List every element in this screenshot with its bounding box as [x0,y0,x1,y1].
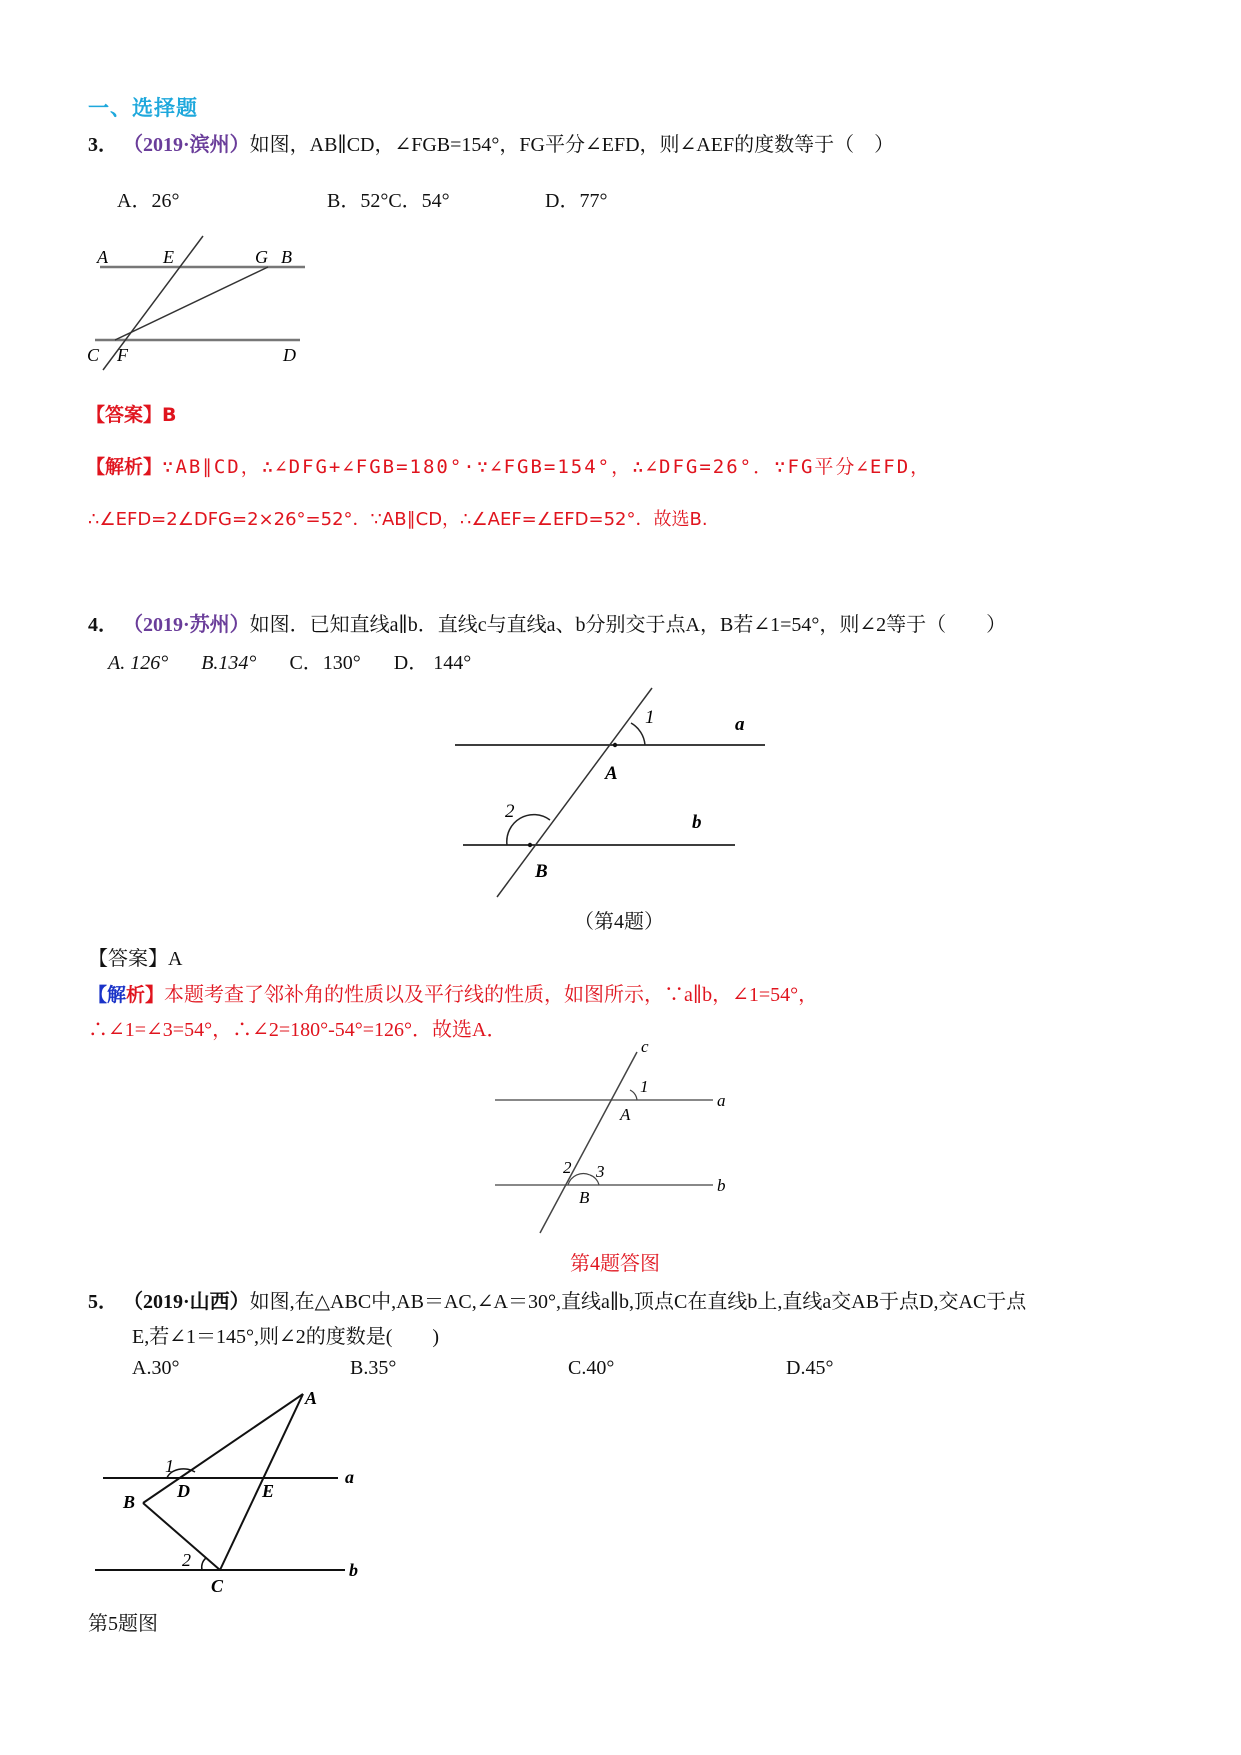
question-4-figure [455,685,775,905]
option-b-c: B．52°C．54° [327,190,450,212]
question-3-answer [86,400,177,427]
answer-label: 【答案】 [88,948,168,970]
option-c: C.40° [568,1357,615,1379]
label-G: G [255,247,268,267]
question-stem: 如图,在△ABC中,AB＝AC,∠A＝30°,直线a∥b,顶点C在直线b上,直线a交AB于点D,交AC于点 [249,1291,1027,1313]
label-angle-1: 1 [165,1456,174,1476]
question-4-stem-line [88,608,1006,637]
option-a: A.30° [132,1357,180,1379]
label-line-b: b [349,1560,358,1580]
option-a: A．26° [117,190,180,212]
label-F: F [117,345,128,365]
label-point-E: E [262,1481,275,1501]
analysis-label: 【解析】 [86,456,163,478]
label-line-c: c [641,1037,649,1056]
option-b: B.134° [201,652,257,674]
label-angle-1: 1 [645,707,655,728]
label-line-b: b [692,812,702,833]
label-D: D [283,345,296,365]
question-4-analysis-line-1 [88,978,818,1007]
question-4-analysis-line-2: ∴∠1=∠3=54°，∴∠2=180°-54°=126°．故选A． [88,1019,507,1041]
label-line-b: b [717,1176,726,1195]
answer-value: B [162,404,177,426]
analysis-text: 本题考查了邻补角的性质以及平行线的性质，如图所示，∵a∥b，∠1=54°， [164,984,819,1006]
label-point-A: A [305,1388,318,1408]
label-A: A [97,247,108,267]
label-B: B [281,247,292,267]
question-3-analysis-line-2: ∴∠EFD=2∠DFG=2×26°=52°．∵AB∥CD，∴∠AEF=∠EFD=52°．故选B. [88,509,708,530]
question-4-answer-figure [495,1037,735,1240]
label-point-B: B [535,861,548,882]
answer-value: A [168,948,183,970]
question-source: （2019·滨州） [123,134,250,156]
question-4-answer-figure-caption: 第4题答图 [570,1253,660,1275]
label-point-B: B [123,1492,136,1512]
label-point-A: A [620,1105,631,1124]
section-heading: 一、选择题 [88,96,198,120]
label-point-B: B [579,1188,590,1207]
label-angle-2: 2 [182,1550,191,1570]
label-line-a: a [345,1467,354,1487]
answer-label: 【答案】 [86,404,163,426]
question-4-figure-caption: （第4题） [574,911,664,933]
question-5-figure-caption: 第5题图 [88,1613,158,1635]
question-5-figure [95,1390,375,1600]
label-angle-1: 1 [640,1077,649,1096]
question-source: （2019·山西） [123,1291,250,1313]
question-3-analysis-line-1 [86,452,931,479]
question-number: 3． [88,134,118,156]
label-point-A: A [605,763,618,784]
label-line-a: a [717,1091,726,1110]
question-4-options [108,646,471,675]
question-number: 4． [88,614,118,636]
label-angle-2: 2 [505,801,515,822]
label-point-D: D [177,1481,190,1501]
question-number: 5． [88,1291,118,1313]
option-b: B.35° [350,1357,397,1379]
question-3-figure [85,230,315,380]
question-source: （2019·苏州） [123,614,250,636]
option-d: D.45° [786,1357,834,1379]
analysis-label-part-1: 【解 [88,984,127,1006]
question-3-stem-line [88,128,894,157]
label-angle-3: 3 [596,1162,605,1181]
option-d: D．77° [545,190,608,212]
question-4-answer [88,942,182,971]
option-d: D． 144° [393,652,472,674]
question-stem: 如图．已知直线a∥b．直线c与直线a、b分别交于点A，B若∠1=54°，则∠2等于（ ） [249,614,1007,636]
analysis-label-part-2: 析】 [126,984,165,1006]
label-line-a: a [735,714,745,735]
question-stem: 如图，AB∥CD，∠FGB=154°，FG平分∠EFD，则∠AEF的度数等于（ ） [249,134,895,156]
option-a: A. 126° [108,652,169,674]
question-5-stem-line-1 [88,1285,1026,1314]
label-point-C: C [211,1576,224,1596]
analysis-text: ∵AB∥CD，∴∠DFG+∠FGB=180°·∵∠FGB=154°，∴∠DFG=26°．∵FG平分∠EFD， [162,456,932,478]
label-E: E [163,247,174,267]
label-C: C [87,345,100,365]
label-angle-2: 2 [563,1158,572,1177]
question-5-stem-line-2: E,若∠1＝145°,则∠2的度数是( ) [132,1326,440,1348]
option-c: C．130° [289,652,361,674]
